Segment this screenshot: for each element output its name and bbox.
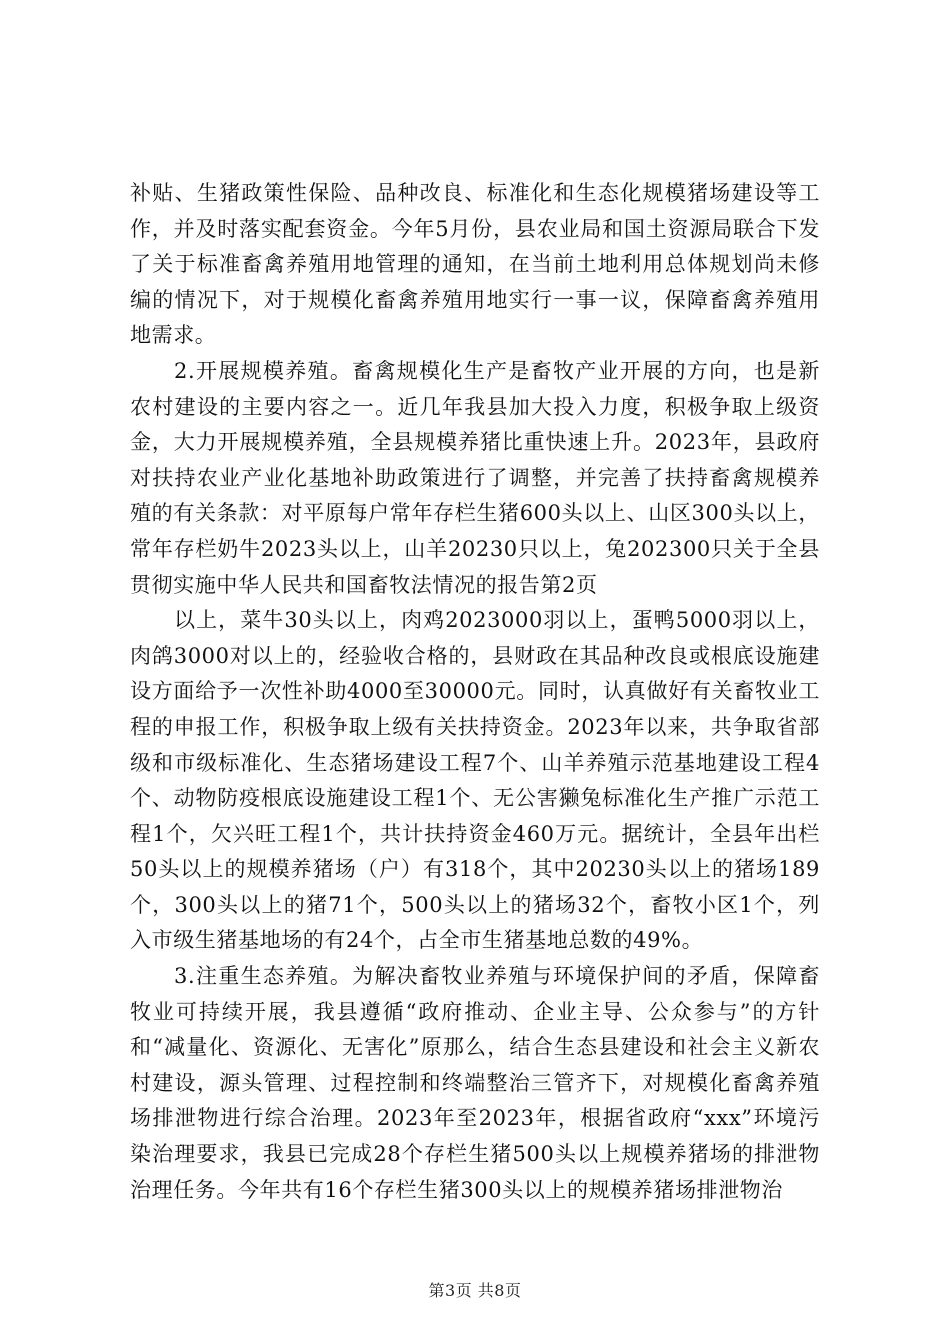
paragraph-continuation: 补贴、生猪政策性保险、品种改良、标准化和生态化规模猪场建设等工作，并及时落实配套资金。今年5月份，县农业局和国土资源局联合下发了关于标准畜禽养殖用地管理的通知，在当前土地利用总体规划尚未修编的情况下，对于规模化畜禽养殖用地实行一事一议，保障畜禽养殖用地需求。 [130, 181, 820, 348]
document-body [130, 176, 820, 1208]
paragraph-scale-farming: 2.开展规模养殖。畜禽规模化生产是畜牧产业开展的方向，也是新农村建设的主要内容之一。近几年我县加大投入力度，积极争取上级资金，大力开展规模养殖，全县规模养猪比重快速上升。2023年，县政府对扶持农业产业化基地补助政策进行了调整，并完善了扶持畜禽规模养殖的有关条款：对平原每户常年存栏生猪600头以上、山区300头以上，常年存栏奶牛2023头以上，山羊20230只以上，兔202300只关于全县贯彻实施中华人民共和国畜牧法情况的报告第2页 [130, 358, 820, 597]
paragraph-ecological-farming: 3.注重生态养殖。为解决畜牧业养殖与环境保护间的矛盾，保障畜牧业可持续开展，我县遵循“政府推动、企业主导、公众参与”的方针和“减量化、资源化、无害化”原那么，结合生态县建设和社会主义新农村建设，源头管理、过程控制和终端整治三管齐下，对规模化畜禽养殖场排泄物进行综合治理。2023年至2023年，根据省政府“xxx”环境污染治理要求，我县已完成28个存栏生猪500头以上规模养猪场的排泄物治理任务。今年共有16个存栏生猪300头以上的规模养猪场排泄物治 [130, 964, 820, 1202]
paragraph-subsidy-statistics: 以上，菜牛30头以上，肉鸡2023000羽以上，蛋鸭5000羽以上，肉鸽3000对以上的，经验收合格的，县财政在其品种改良或根底设施建设方面给予一次性补助4000至30000元。同时，认真做好有关畜牧业工程的申报工作，积极争取上级有关扶持资金。2023年以来，共争取省部级和市级标准化、生态猪场建设工程7个、山羊养殖示范基地建设工程4个、动物防疫根底设施建设工程1个、无公害獭兔标准化生产推广示范工程1个，欠兴旺工程1个，共计扶持资金460万元。据统计，全县年出栏50头以上的规模养猪场（户）有318个，其中20230头以上的猪场189个，300头以上的猪71个，500头以上的猪场32个，畜牧小区1个，列入市级生猪基地场的有24个，占全市生猪基地总数的49%。 [130, 608, 820, 953]
page-number-footer: 第3页 共8页 [428, 1281, 522, 1300]
